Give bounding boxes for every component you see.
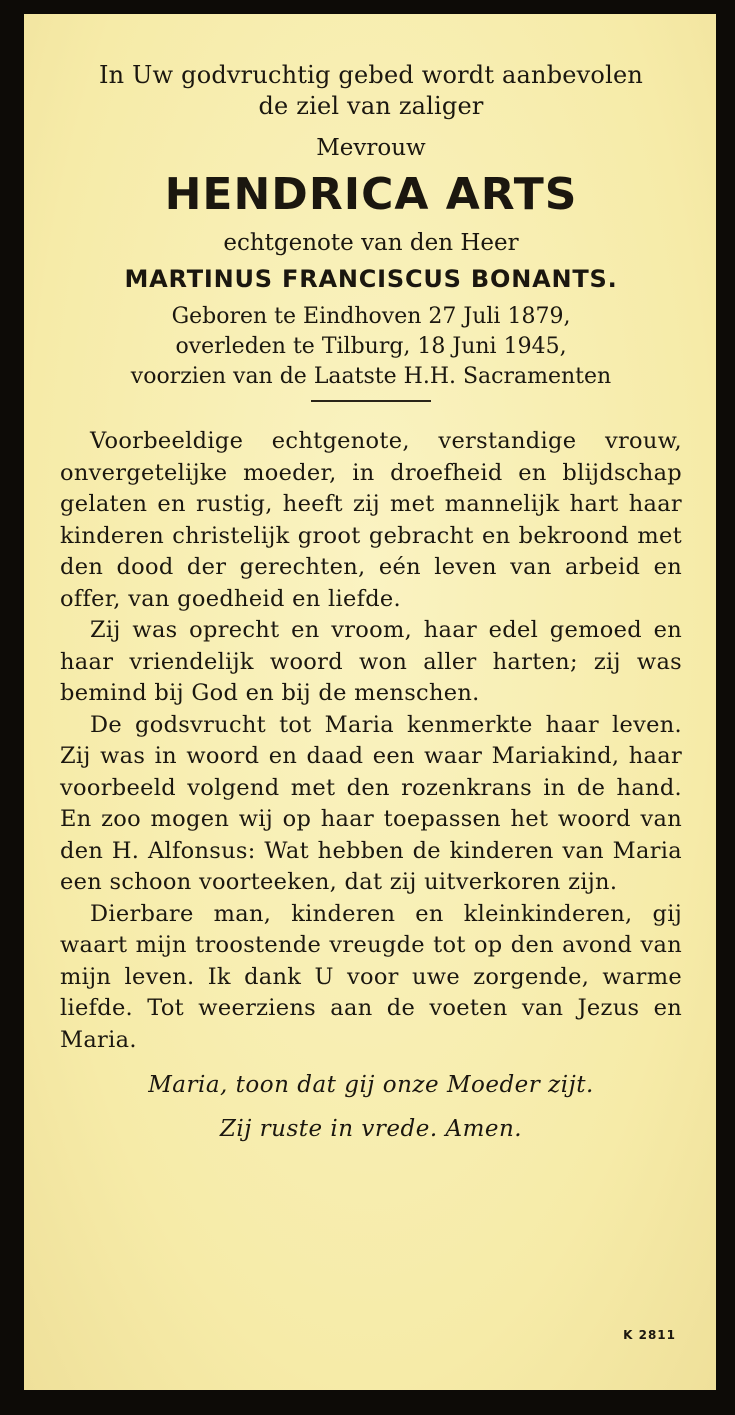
rest-in-peace-line: Zij ruste in vrede. Amen. <box>219 1116 523 1142</box>
eulogy-text <box>60 426 682 1056</box>
intro-line-2: de ziel van zaliger <box>258 92 484 120</box>
birth-line: Geboren te Eindhoven 27 Juli 1879, <box>171 304 571 329</box>
deceased-name: HENDRICA ARTS <box>164 169 578 220</box>
honorific-title: Mevrouw <box>316 135 426 161</box>
sacraments-line: voorzien van de Laatste H.H. Sacramenten <box>130 364 612 389</box>
memorial-card <box>24 14 716 1390</box>
eulogy-paragraph-4: Dierbare man, kinderen en kleinkinderen, gij waart mijn troostende vreugde tot op den avond van mijn leven. Ik dank U voor uwe zorgende, warme liefde. Tot weerziens aan de voeten van Jezus en Maria. <box>60 900 682 1053</box>
life-dates <box>60 302 682 392</box>
spouse-intro: echtgenote van den Heer <box>223 230 519 256</box>
intro-line-1: In Uw godvruchtig gebed wordt aanbevolen <box>98 61 644 89</box>
print-code: K 2811 <box>623 1328 676 1342</box>
eulogy-paragraph-2: Zij was oprecht en vroom, haar edel gemoed en haar vriendelijk woord won aller harten; zij was bemind bij God en bij de menschen. <box>60 617 682 706</box>
spouse-name: MARTINUS FRANCISCUS BONANTS. <box>124 265 618 293</box>
prayer-line: Maria, toon dat gij onze Moeder zijt. <box>148 1072 594 1098</box>
eulogy-paragraph-1: Voorbeeldige echtgenote, verstandige vrouw, onvergetelijke moeder, in droefheid en blijdschap gelaten en rustig, heeft zij met mannelijk hart haar kinderen christelijk groot gebracht en bekroond met den dood der gerechten, eén leven van arbeid en offer, van goedheid en liefde. <box>60 428 682 612</box>
eulogy-paragraph-3: De godsvrucht tot Maria kenmerkte haar leven. Zij was in woord en daad een waar Mariakind, haar voorbeeld volgend met den rozenkrans in de hand. En zoo mogen wij op haar toepassen het woord van den H. Alfonsus: Wat hebben de kinderen van Maria een schoon voorteeken, dat zij uitverkoren zijn. <box>60 711 682 895</box>
death-line: overleden te Tilburg, 18 Juni 1945, <box>175 334 567 359</box>
intro-text <box>60 60 682 122</box>
divider-line <box>311 400 431 402</box>
